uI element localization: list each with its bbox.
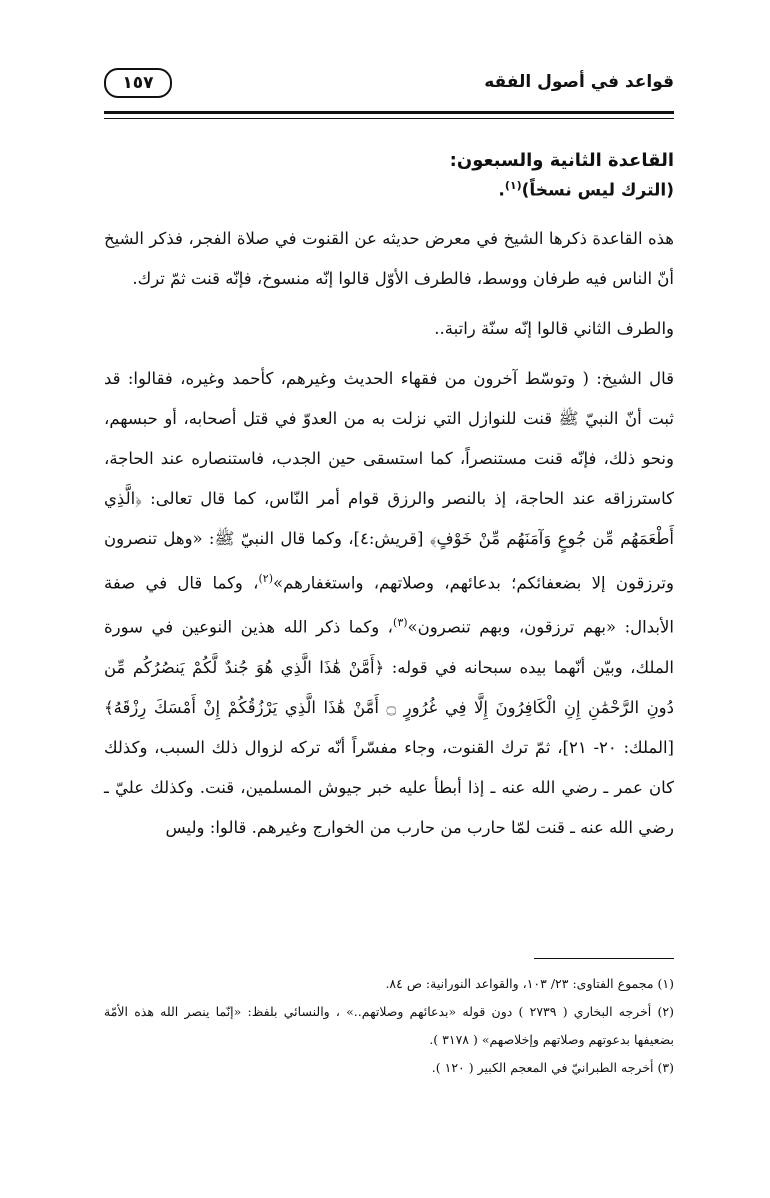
page-body xyxy=(104,140,674,858)
paragraph-3 xyxy=(104,359,674,848)
paragraph-2: والطرف الثاني قالوا إنّه سنّة راتبة.. xyxy=(434,318,674,338)
paragraph-3-part-a: قال الشيخ: ( وتوسّط آخرون من فقهاء الحديث وغيرهم، كأحمد وغيره، فقالوا: قد ثبت أنّ النبيّ ﷺ قنت للنوازل التي نزلت به من العدوّ في قتل أصحابه، أو حبسهم، ونحو ذلك، فإنّه قنت مستنصراً، كما استسقى حين الجدب، فاستنصاره عند الحاجة، كاسترزاقه عند الحاجة، إذ بالنصر والرزق قوام أمر النّاس، كما قال تعالى: ﴿الَّذِي أَطْعَمَهُم مِّن جُوعٍ وَآمَنَهُم مِّنْ خَوْفٍ﴾ [قريش:٤]، وكما قال النبيّ ﷺ: «وهل تنصرون وترزقون إلا بضعفائكم؛ بدعائهم، وصلاتهم، واستغفارهم» xyxy=(104,368,674,593)
running-title: قواعد في أصول الفقه xyxy=(484,72,674,92)
footnote-ref-1: (١) xyxy=(504,179,522,192)
footnote-ref-2: (٢) xyxy=(258,571,273,585)
section-heading: القاعدة الثانية والسبعون: xyxy=(449,150,674,171)
footnotes xyxy=(104,970,674,1082)
header-rule-thick xyxy=(104,111,674,114)
paragraph-3-part-c: ، وكما ذكر الله هذين النوعين في سورة الملك، وبيّن أنّهما بيده سبحانه في قوله: ﴿أَمَّنْ هَٰذَا الَّذِي هُوَ جُندٌ لَّكُمْ يَنصُرُكُم مِّن دُونِ الرَّحْمَٰنِ إِنِ الْكَافِرُونَ إِلَّا فِي غُرُورٍ ۝ أَمَّنْ هَٰذَا الَّذِي يَرْزُقُكُمْ إِنْ أَمْسَكَ رِزْقَهُ﴾ [الملك: ٢٠- ٢١]، ثمّ ترك القنوت، وجاء مفسّراً أنّه تركه لزوال ذلك السبب، وكذلك كان عمر ـ رضي الله عنه ـ إذا أبطأ عليه خبر جيوش المسلمين، قنت. وكذلك عليّ ـ رضي الله عنه ـ قنت لمّا حارب من حارب من الخوارج وغيرهم. قالوا: وليس xyxy=(104,617,675,837)
footnote-2: (٢) أخرجه البخاري ( ٢٧٣٩ ) دون قوله «بدعائهم وصلاتهم..» ، والنسائي بلفظ: «إنّما ينصر الله هذه الأمّة بضعيفها بدعوتهم وصلاتهم وإخلاصهم» ( ٣١٧٨ ). xyxy=(104,1004,674,1047)
rule-title-text: (الترك ليس نسخاً) xyxy=(521,180,674,201)
footnote-1: (١) مجموع الفتاوى: ٢٣/ ١٠٣، والقواعد النورانية: ص ٨٤. xyxy=(385,976,674,991)
paragraph-1: هذه القاعدة ذكرها الشيخ في معرض حديثه عن القنوت في صلاة الفجر، فذكر الشيخ أنّ الناس فيه طرفان ووسط، فالطرف الأوّل قالوا إنّه منسوخ، فإنّه قنت ثمّ ترك. xyxy=(104,228,674,288)
footnote-ref-3: (٣) xyxy=(393,616,408,630)
footnote-3: (٣) أخرجه الطبرانيّ في المعجم الكبير ( ١٢٠ ). xyxy=(431,1060,674,1075)
header-rule-thin xyxy=(104,118,674,119)
rule-title xyxy=(104,179,674,201)
rule-title-end: . xyxy=(498,180,505,201)
paragraph-3-part-b: ، وكما قال في صفة الأبدال: «بهم ترزقون، وبهم تنصرون» xyxy=(104,573,674,637)
page-header xyxy=(104,62,674,106)
footnote-separator xyxy=(534,958,674,959)
page-number: ١٥٧ xyxy=(104,68,172,98)
